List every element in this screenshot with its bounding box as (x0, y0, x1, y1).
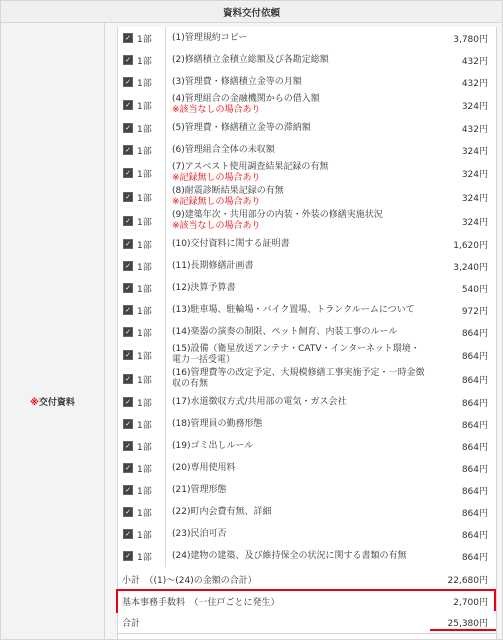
item-name-cell (172, 71, 427, 93)
quantity-cell (118, 93, 166, 117)
item-name-cell (172, 139, 427, 161)
item-price: 864円 (461, 351, 488, 362)
item-checkbox[interactable]: ✓ (123, 507, 133, 517)
label-cell (1, 23, 105, 639)
quantity-label: 1部 (137, 420, 152, 431)
item-price: 1,620円 (453, 240, 488, 251)
quantity-label: 1部 (137, 78, 152, 89)
item-checkbox[interactable]: ✓ (123, 192, 133, 202)
item-checkbox[interactable]: ✓ (123, 100, 133, 110)
item-row (118, 391, 496, 414)
item-name-cell (172, 277, 427, 299)
item-row (118, 71, 496, 94)
form-header (1, 1, 502, 23)
quantity-label: 1部 (137, 146, 152, 157)
item-name: (20)専用使用料 (172, 462, 236, 473)
item-row (118, 233, 496, 256)
item-price: 540円 (461, 284, 488, 295)
quantity-cell (118, 367, 166, 391)
item-name: (2)修繕積立金積立総額及び各勘定総額 (172, 54, 329, 65)
quantity-cell (118, 343, 166, 367)
item-name: (24)建物の建築、及び維持保全の状況に関する書類の有無 (172, 550, 407, 561)
quantity-cell (118, 479, 166, 501)
item-name: (18)管理員の勤務形態 (172, 418, 263, 429)
item-checkbox[interactable]: ✓ (123, 239, 133, 249)
item-price: 864円 (461, 375, 488, 386)
item-row (118, 93, 496, 118)
item-price: 432円 (461, 124, 488, 135)
item-checkbox[interactable]: ✓ (123, 485, 133, 495)
item-name: (3)管理費・修繕積立金等の月額 (172, 76, 302, 87)
quantity-label: 1部 (137, 284, 152, 295)
item-checkbox[interactable]: ✓ (123, 283, 133, 293)
item-price: 864円 (461, 398, 488, 409)
item-name-cell (172, 391, 427, 413)
quantity-label: 1部 (137, 552, 152, 563)
item-name-cell (172, 523, 427, 545)
item-name-cell (172, 49, 427, 71)
quantity-label: 1部 (137, 262, 152, 273)
quantity-cell (118, 545, 166, 567)
item-price: 324円 (461, 146, 488, 157)
quantity-label: 1部 (137, 375, 152, 386)
item-price: 864円 (461, 328, 488, 339)
item-name: (6)管理組合全体の未収額 (172, 144, 275, 155)
item-row (118, 435, 496, 458)
quantity-label: 1部 (137, 328, 152, 339)
quantity-label: 1部 (137, 398, 152, 409)
item-row (118, 49, 496, 72)
item-note: ※記録無しの場合あり (172, 197, 261, 207)
items-table (117, 27, 497, 639)
item-checkbox[interactable]: ✓ (123, 397, 133, 407)
item-row (118, 343, 496, 368)
item-checkbox[interactable]: ✓ (123, 123, 133, 133)
quantity-cell (118, 185, 166, 209)
quantity-label: 1部 (137, 193, 152, 204)
quantity-cell (118, 27, 166, 49)
quantity-label: 1部 (137, 217, 152, 228)
item-name-cell (172, 367, 427, 391)
quantity-label: 1部 (137, 508, 152, 519)
item-row (118, 367, 496, 392)
item-row (118, 321, 496, 344)
item-row (118, 209, 496, 234)
item-row (118, 501, 496, 524)
item-name-cell (172, 233, 427, 255)
item-checkbox[interactable]: ✓ (123, 463, 133, 473)
item-name: (1)管理規約コピー (172, 32, 248, 43)
item-name-cell (172, 343, 427, 367)
item-checkbox[interactable]: ✓ (123, 261, 133, 271)
item-price: 3,780円 (453, 34, 488, 45)
item-name: (4)管理組合の金融機関からの借入額 (172, 94, 320, 104)
item-price: 3,240円 (453, 262, 488, 273)
item-price: 324円 (461, 169, 488, 180)
item-price: 432円 (461, 56, 488, 67)
side-label-text: 交付資料 (38, 398, 75, 408)
item-name: (15)設備（衛星放送アンテナ・CATV・インターネット環境・電力一括受電） (172, 344, 420, 365)
item-name: (21)管理形態 (172, 484, 227, 495)
item-name: (23)民泊可否 (172, 528, 227, 539)
item-row (118, 277, 496, 300)
quantity-cell (118, 255, 166, 277)
item-name: (13)駐車場、駐輪場・バイク置場、トランクルームについて (172, 304, 415, 315)
item-checkbox[interactable]: ✓ (123, 305, 133, 315)
item-checkbox[interactable]: ✓ (123, 55, 133, 65)
item-checkbox[interactable]: ✓ (123, 350, 133, 360)
quantity-cell (118, 139, 166, 161)
quantity-label: 1部 (137, 306, 152, 317)
item-price: 864円 (461, 486, 488, 497)
fee-highlight-box (116, 589, 496, 613)
quantity-label: 1部 (137, 34, 152, 45)
item-name: (19)ゴミ出しルール (172, 440, 254, 451)
quantity-cell (118, 391, 166, 413)
item-name: (10)交付資料に関する証明書 (172, 238, 290, 249)
item-name-cell (172, 413, 427, 435)
item-price: 972円 (461, 306, 488, 317)
subtotal-row-price: 22,680円 (447, 575, 488, 586)
quantity-label: 1部 (137, 124, 152, 135)
item-name-cell (172, 479, 427, 501)
item-note: ※記録無しの場合あり (172, 173, 261, 183)
item-price: 432円 (461, 78, 488, 89)
item-row (118, 299, 496, 322)
form-title: 資料交付依頼 (222, 7, 280, 19)
quantity-label: 1部 (137, 442, 152, 453)
item-checkbox[interactable]: ✓ (123, 551, 133, 561)
item-price: 864円 (461, 420, 488, 431)
item-price: 324円 (461, 217, 488, 228)
quantity-cell (118, 71, 166, 93)
item-name-cell (172, 255, 427, 277)
item-name-cell (172, 117, 427, 139)
quantity-cell (118, 233, 166, 255)
item-checkbox[interactable]: ✓ (123, 168, 133, 178)
item-note: ※該当なしの場合あり (172, 105, 261, 115)
item-checkbox[interactable]: ✓ (123, 529, 133, 539)
item-name-cell (172, 209, 427, 233)
item-price: 864円 (461, 552, 488, 563)
item-row (118, 457, 496, 480)
item-name-cell (172, 435, 427, 457)
item-name: (17)水道徴収方式/共用部の電気・ガス会社 (172, 396, 347, 407)
item-name-cell (172, 27, 427, 49)
item-name: (12)決算予算書 (172, 282, 236, 293)
item-name: (9)建築年次・共用部分の内装・外装の修繕実施状況 (172, 210, 383, 220)
quantity-cell (118, 209, 166, 233)
item-price: 864円 (461, 508, 488, 519)
item-price: 324円 (461, 193, 488, 204)
quantity-label: 1部 (137, 169, 152, 180)
item-row (118, 255, 496, 278)
item-checkbox[interactable]: ✓ (123, 327, 133, 337)
quantity-cell (118, 277, 166, 299)
items-cell (105, 23, 502, 639)
item-name-cell (172, 299, 427, 321)
item-checkbox[interactable]: ✓ (123, 419, 133, 429)
item-row (118, 413, 496, 436)
item-name: (16)管理費等の改定予定、大規模修繕工事実施予定・一時金徴収の有無 (172, 368, 425, 389)
item-checkbox[interactable]: ✓ (123, 33, 133, 43)
subtotal-row-label: 小計 （(1)～(24)の金額の合計） (122, 575, 257, 586)
item-row (118, 139, 496, 162)
quantity-cell (118, 321, 166, 343)
quantity-cell (118, 161, 166, 185)
item-name-cell (172, 457, 427, 479)
quantity-cell (118, 501, 166, 523)
item-name: (7)アスベスト使用調査結果記録の有無 (172, 162, 329, 172)
total-row-price: 25,380円 (447, 618, 488, 629)
fee-row-label: 基本事務手数料 （一住戸ごとに発生） (122, 597, 280, 608)
item-price: 864円 (461, 442, 488, 453)
item-row (118, 545, 496, 568)
item-checkbox[interactable]: ✓ (123, 441, 133, 451)
item-name: (22)町内会費有無、詳細 (172, 506, 272, 517)
item-name-cell (172, 545, 427, 567)
quantity-label: 1部 (137, 351, 152, 362)
item-row (118, 117, 496, 140)
quantity-label: 1部 (137, 101, 152, 112)
item-row (118, 185, 496, 210)
quantity-cell (118, 457, 166, 479)
side-label (1, 395, 104, 408)
quantity-label: 1部 (137, 240, 152, 251)
item-name-cell (172, 501, 427, 523)
item-price: 864円 (461, 464, 488, 475)
item-checkbox[interactable]: ✓ (123, 374, 133, 384)
quantity-cell (118, 523, 166, 545)
quantity-label: 1部 (137, 464, 152, 475)
item-row (118, 27, 496, 50)
item-name: (11)長期修繕計画書 (172, 260, 254, 271)
quantity-cell (118, 117, 166, 139)
item-checkbox[interactable]: ✓ (123, 216, 133, 226)
item-checkbox[interactable]: ✓ (123, 145, 133, 155)
fee-row-price: 2,700円 (453, 597, 488, 608)
total-row-label: 合計 (122, 618, 141, 629)
item-name: (14)楽器の演奏の制限、ペット飼育、内装工事のルール (172, 326, 398, 337)
item-price: 324円 (461, 101, 488, 112)
item-name-cell (172, 321, 427, 343)
quantity-label: 1部 (137, 56, 152, 67)
item-row (118, 479, 496, 502)
quantity-label: 1部 (137, 486, 152, 497)
item-price: 864円 (461, 530, 488, 541)
quantity-cell (118, 49, 166, 71)
quantity-cell (118, 435, 166, 457)
item-name-cell (172, 93, 427, 117)
item-note: ※該当なしの場合あり (172, 221, 261, 231)
item-name: (5)管理費・修繕積立金等の滞納額 (172, 122, 311, 133)
quantity-cell (118, 299, 166, 321)
item-checkbox[interactable]: ✓ (123, 77, 133, 87)
required-mark: ※ (30, 398, 39, 408)
item-name: (8)耐震診断結果記録の有無 (172, 186, 284, 196)
item-name-cell (172, 161, 427, 185)
item-name-cell (172, 185, 427, 209)
total-underline (430, 629, 496, 631)
item-row (118, 161, 496, 186)
quantity-label: 1部 (137, 530, 152, 541)
quantity-cell (118, 413, 166, 435)
item-row (118, 523, 496, 546)
